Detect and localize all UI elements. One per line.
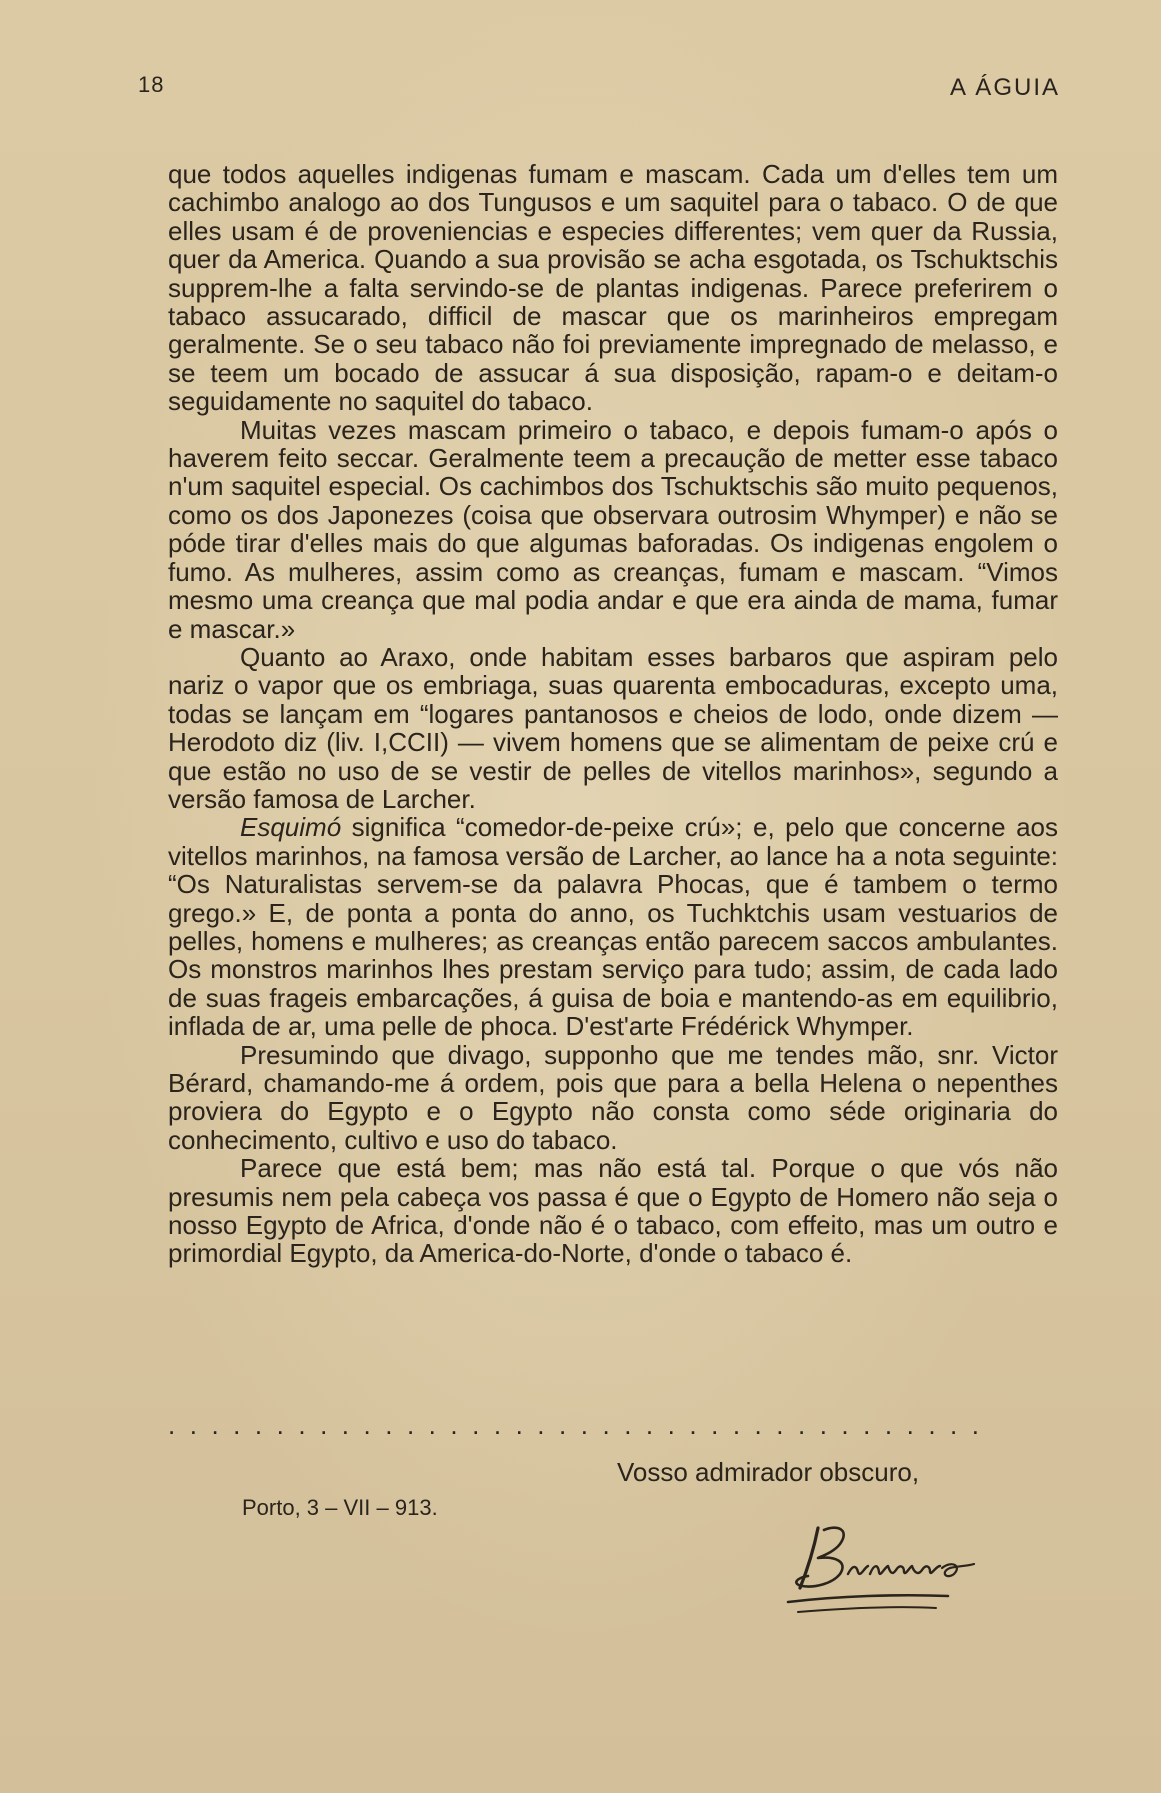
paragraph-4-lead-word: Esquimó <box>240 812 342 843</box>
page-number: 18 <box>138 72 165 97</box>
paragraph-5: Presumindo que divago, supponho que me tendes mão, snr. Victor Bérard, chamando-me á ordem, pois que para a bella Helena o nepenthes proviera do Egypto e o Egypto não consta como séde originaria do conhecimento, cultivo e uso do tabaco. <box>168 1039 1058 1155</box>
dateline: Porto, 3 – VII – 913. <box>242 1495 438 1520</box>
paragraph-3: Quanto ao Araxo, onde habitam esses barbaros que aspiram pelo nariz o vapor que os embriaga, suas quarenta embocaduras, excepto uma, todas se lançam em “logares pantanosos e cheios de lodo, onde dizem — Herodoto diz (liv. I,CCII) — vivem homens que se alimentam de peixe crú e que estão no uso de se vestir de pelles de vitellos marinhos», segundo a versão famosa de Larcher. <box>168 641 1058 814</box>
paragraph-1: que todos aquelles indigenas fumam e mascam. Cada um d'elles tem um cachimbo analogo ao dos Tungusos e um saquitel para o tabaco. O de que elles usam é de proveniencias e especies differentes; vem quer da Russia, quer da America. Quando a sua provisão se acha esgotada, os Tschuktschis supprem-lhe a falta servindo-se de plantas indigenas. Parece preferirem o tabaco assucarado, difficil de mascar que os marinheiros empregam geralmente. Se o seu tabaco não foi previamente impregnado de melasso, e se teem um bocado de assucar á sua disposição, rapam-o e deitam-o seguidamente no saquitel do tabaco. <box>168 159 1058 417</box>
running-title: A ÁGUIA <box>949 74 1060 101</box>
paragraph-6: Parece que está bem; mas não está tal. Porque o que vós não presumis nem pela cabeça vos passa é que o Egypto de Homero não seja o nosso Egypto de Africa, d'onde não é o tabaco, com effeito, mas um outro e primordial Egypto, da America-do-Norte, d'onde o tabaco é. <box>168 1153 1058 1269</box>
paragraph-2: Muitas vezes mascam primeiro o tabaco, e depois fumam-o após o haverem feito seccar. Geralmente teem a precaução de metter esse tabaco n'um saquitel especial. Os cachimbos dos Tschuktschis são muito pequenos, como os dos Japonezes (coisa que observara outrosim Whymper) e não se póde tirar d'elles mais do que algumas baforadas. Os indigenas engolem o fumo. As mulheres, assim como as creanças, fumam e mascam. “Vimos mesmo uma creança que mal podia andar e que era ainda de mama, fumar e mascar.» <box>168 414 1058 644</box>
article-body <box>168 160 1058 1268</box>
ellipsis-row: ...................................... <box>168 1410 994 1440</box>
paragraph-4 <box>168 813 1058 1040</box>
handwritten-signature-icon <box>778 1516 1008 1626</box>
closing-line: Vosso admirador obscuro, <box>617 1457 920 1487</box>
paragraph-4-text: significa “comedor-de-peixe crú»; e, pelo que concerne aos vitellos marinhos, na famosa versão de Larcher, ao lance ha a nota seguinte: “Os Naturalistas servem-se da palavra Phocas, que é tambem o termo grego.» E, de ponta a ponta do anno, os Tuchktchis usam vestuarios de pelles, homens e mulheres; as creanças então parecem saccos ambulantes. Os monstros marinhos lhes prestam serviço para tudo; assim, de cada lado de suas frageis embarcações, á guisa de boia e mantendo-as em equilibrio, inflada de ar, uma pelle de phoca. D'est'arte Frédérick Whymper. <box>168 812 1058 1042</box>
